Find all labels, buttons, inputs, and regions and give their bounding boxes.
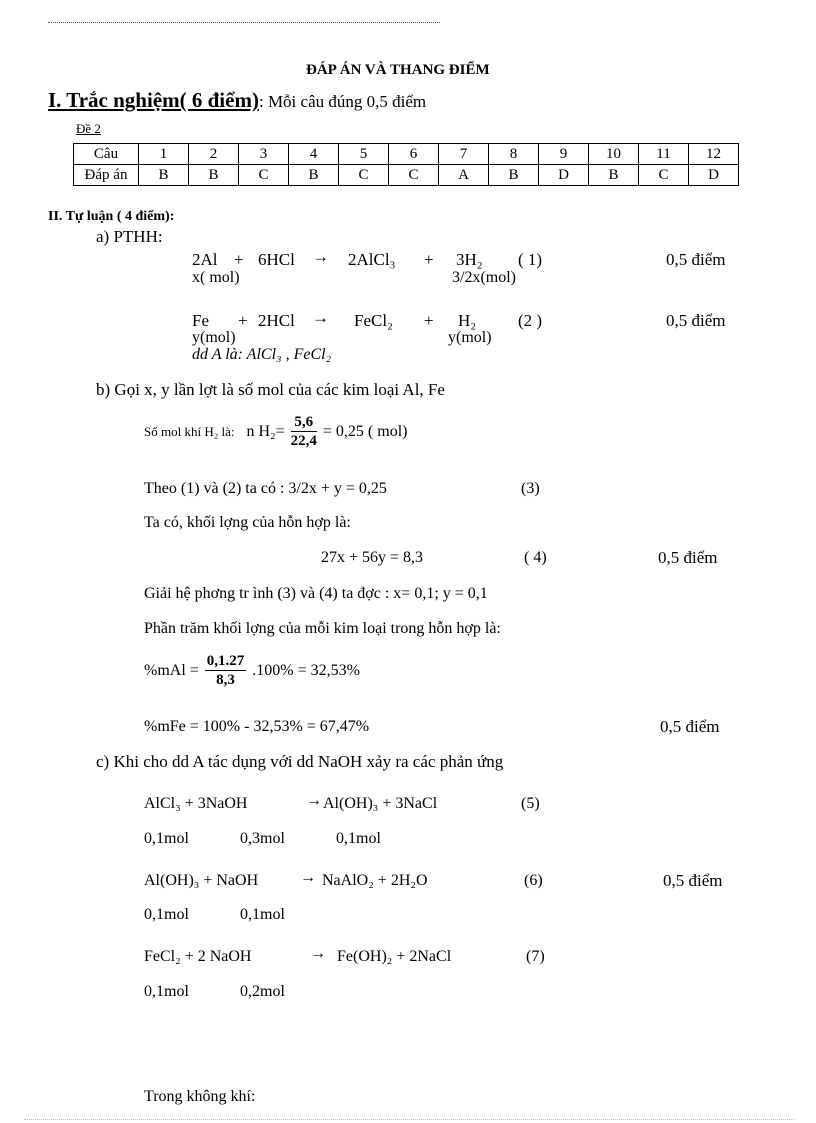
eq1-plus-1: + [234, 250, 244, 269]
table-cell: B [589, 165, 639, 186]
eq2-score: 0,5 điểm [666, 311, 726, 330]
eq4-number: ( 4) [524, 549, 547, 566]
fraction-denominator: 8,3 [216, 672, 235, 688]
eq2-product-1: FeCl₂ [354, 311, 393, 330]
percent-fe-score: 0,5 điểm [660, 717, 720, 736]
part1-heading: I. Trắc nghiệm( 6 điểm) [48, 88, 259, 112]
table-cell: 7 [439, 144, 489, 165]
fraction-numerator: 0,1.27 [206, 653, 245, 669]
part-b-label: b) Gọi x, y lần lợt là số mol của các kim loại Al, Fe [96, 380, 445, 399]
table-cell: 9 [539, 144, 589, 165]
bottom-dotted-line [24, 1119, 794, 1120]
eq5-lhs: AlCl₃ + 3NaOH [144, 795, 248, 812]
arrow-icon: → [312, 247, 329, 266]
eq1-mol-1: x( mol) [192, 269, 240, 286]
mol-h2-fraction [291, 414, 317, 450]
table-cell: 10 [589, 144, 639, 165]
eq1-score: 0,5 điểm [666, 250, 726, 269]
part2-heading: II. Tự luận ( 4 điểm): [48, 209, 175, 224]
eq2-reactant-2: 2HCl [258, 311, 295, 330]
eq6-score: 0,5 điểm [663, 871, 723, 890]
table-cell: D [539, 165, 589, 186]
eq2-plus-1: + [238, 311, 248, 330]
part-a-label: a) PTHH: [96, 227, 163, 246]
eq5-mol-2: 0,3mol [240, 830, 285, 847]
eq1-product-1: 2AlCl₃ [348, 250, 396, 269]
percent-text: Phần trăm khối lợng của mỗi kim loại trong hỗn hợp là: [144, 620, 501, 637]
table-header-question: Câu [74, 144, 139, 165]
eq1-reactant-2: 6HCl [258, 250, 295, 269]
eq2-reactant-1: Fe [192, 311, 209, 330]
air-text: Trong không khí: [144, 1088, 256, 1105]
arrow-icon: → [300, 869, 316, 886]
eq6-mol-1: 0,1mol [144, 906, 189, 923]
percent-al-rhs: .100% = 32,53% [252, 662, 360, 679]
table-cell: 1 [139, 144, 189, 165]
top-dotted-line [48, 22, 440, 23]
table-cell: 6 [389, 144, 439, 165]
table-cell: 12 [689, 144, 739, 165]
eq7-lhs: FeCl₂ + 2 NaOH [144, 948, 252, 965]
eq1-number: ( 1) [518, 250, 543, 269]
percent-fe-line: %mFe = 100% - 32,53% = 67,47% [144, 718, 370, 735]
table-row-answers [74, 165, 739, 186]
page-title: ĐÁP ÁN VÀ THANG ĐIỂM [306, 62, 490, 78]
fraction-denominator: 22,4 [290, 433, 317, 449]
part-c-label: c) Khi cho dd A tác dụng với dd NaOH xảy ra các phản ứng [96, 752, 504, 771]
percent-al-fraction [205, 653, 247, 689]
table-cell: C [339, 165, 389, 186]
table-cell: 5 [339, 144, 389, 165]
fraction-numerator: 5,6 [291, 414, 317, 432]
equation-1 [192, 250, 218, 270]
eq4-score: 0,5 điểm [658, 548, 718, 567]
eq5-number: (5) [521, 795, 540, 812]
eq7-rhs: Fe(OH)₂ + 2NaCl [337, 948, 452, 965]
eq6-mol-2: 0,1mol [240, 906, 285, 923]
table-cell: B [489, 165, 539, 186]
eq2-product-2: H₂ [458, 311, 477, 330]
eq1-product-2: 3H₂ [456, 250, 483, 269]
eq7-number: (7) [526, 948, 545, 965]
eq1-mol-2: 3/2x(mol) [452, 269, 516, 286]
table-cell: D [689, 165, 739, 186]
eq6-number: (6) [524, 872, 543, 889]
eq1-reactant-1: 2Al [192, 250, 218, 269]
arrow-icon: → [312, 308, 329, 327]
part1-note: : Mỗi câu đúng 0,5 điểm [258, 92, 427, 111]
percent-al-lhs: %mAl = [144, 662, 199, 679]
table-cell: B [289, 165, 339, 186]
table-cell: B [189, 165, 239, 186]
eq7-mol-1: 0,1mol [144, 983, 189, 1000]
table-header-answer: Đáp án [74, 165, 139, 186]
eq5-mol-3: 0,1mol [336, 830, 381, 847]
answer-table [73, 143, 739, 186]
mol-h2-lhs: n H₂= [246, 423, 285, 440]
table-cell: C [639, 165, 689, 186]
equation-4: 27x + 56y = 8,3 [321, 549, 424, 566]
eq7-mol-2: 0,2mol [240, 983, 285, 1000]
table-row-questions [74, 144, 739, 165]
table-cell: 2 [189, 144, 239, 165]
eq2-number: (2 ) [518, 311, 543, 330]
eq3-number: (3) [521, 480, 540, 497]
table-cell: B [139, 165, 189, 186]
eq1-plus-2: + [424, 250, 434, 269]
mol-h2-rhs: = 0,25 ( mol) [322, 423, 408, 440]
equation-3: Theo (1) và (2) ta có : 3/2x + y = 0,25 [144, 480, 387, 497]
arrow-icon: → [306, 792, 322, 809]
table-cell: 11 [639, 144, 689, 165]
table-cell: 3 [239, 144, 289, 165]
table-cell: 4 [289, 144, 339, 165]
table-cell: A [439, 165, 489, 186]
solution-a-note: dd A là: AlCl₃ , FeCl₂ [192, 346, 332, 363]
eq5-mol-1: 0,1mol [144, 830, 189, 847]
solve-text: Giải hệ phơng tr ình (3) và (4) ta đợc : x= 0,1; y = 0,1 [144, 585, 488, 602]
eq6-rhs: NaAlO₂ + 2H₂O [322, 872, 428, 889]
eq5-rhs: Al(OH)₃ + 3NaCl [323, 795, 438, 812]
percent-al-line [144, 653, 360, 689]
part1-header [48, 88, 426, 113]
mol-h2-prefix: Số mol khí H₂ là: [144, 424, 235, 439]
table-cell: C [239, 165, 289, 186]
eq6-lhs: Al(OH)₃ + NaOH [144, 872, 259, 889]
table-cell: 8 [489, 144, 539, 165]
eq2-mol-1: y(mol) [192, 329, 236, 346]
mass-text: Ta có, khối lợng của hỗn hợp là: [144, 514, 351, 531]
eq2-mol-2: y(mol) [448, 329, 492, 346]
exam-code: Đề 2 [76, 121, 101, 136]
mol-h2-line [144, 414, 407, 450]
arrow-icon: → [310, 945, 326, 962]
table-cell: C [389, 165, 439, 186]
eq2-plus-2: + [424, 311, 434, 330]
